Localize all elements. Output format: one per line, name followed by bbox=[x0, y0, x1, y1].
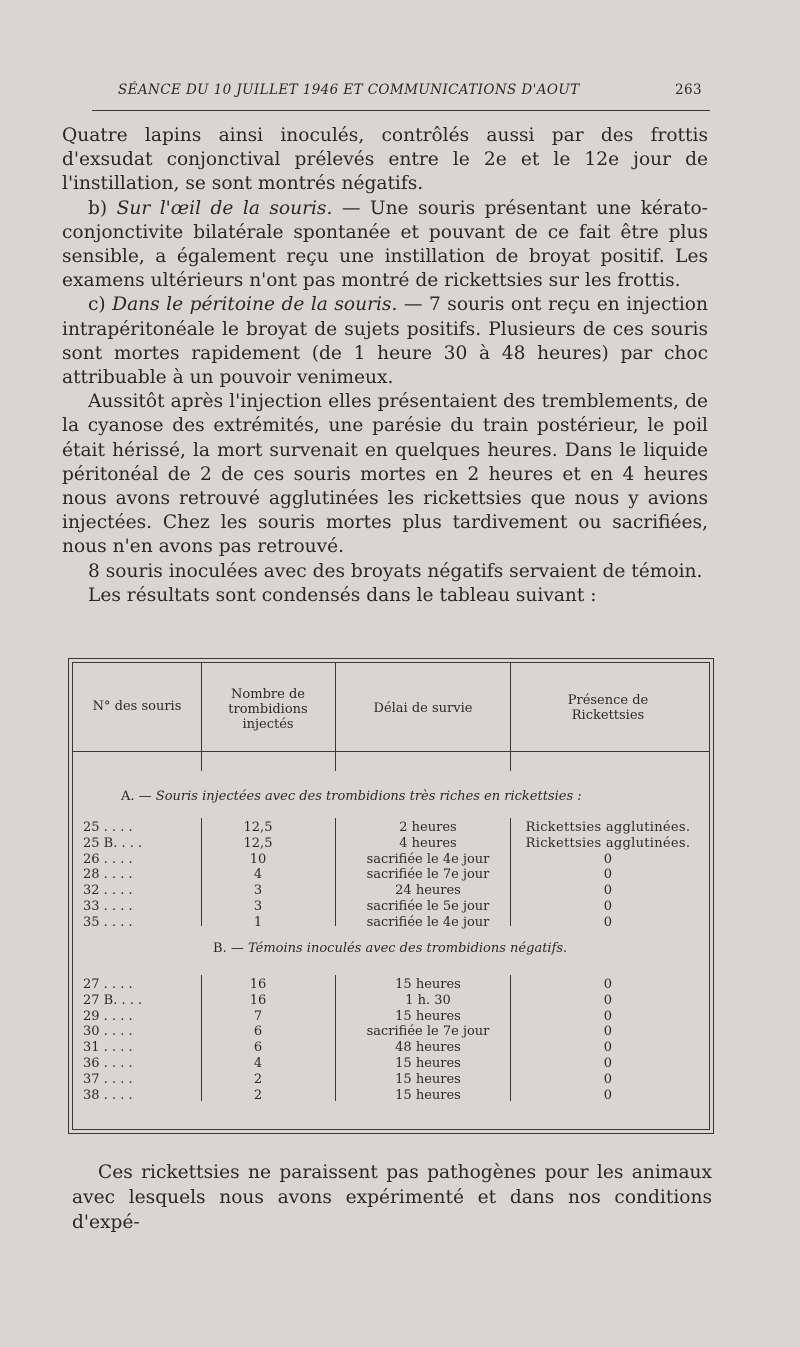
cell-rickettsia-presence: 0 bbox=[603, 1056, 613, 1071]
cell-mouse-id: 31 . . . . bbox=[83, 1040, 133, 1056]
col-divider-2 bbox=[335, 663, 336, 771]
header-rule bbox=[92, 110, 710, 111]
paragraph-controls: 8 souris inoculées avec des broyats négatifs servaient de témoin. bbox=[88, 560, 703, 582]
cell-rickettsia-presence: Rickettsies agglutinées. bbox=[525, 820, 691, 835]
cell-rickettsia-presence: 0 bbox=[603, 1008, 613, 1024]
cell-trombidion-count: 3 bbox=[253, 883, 263, 899]
paragraph-eye-text: Une souris présentant une kérato-conjonctivite bilatérale spontanée et pouvant de ce fait être plus sensible, a également reçu une instillation de broyat positif. Les examens ultérieurs n'ont pas montré de rickettsies sur les frottis. bbox=[62, 197, 708, 292]
cell-rickettsia-presence: 0 bbox=[603, 992, 613, 1008]
cell-rickettsia-presence: 0 bbox=[603, 1024, 613, 1040]
table-row bbox=[73, 868, 709, 882]
table-row bbox=[73, 884, 709, 898]
table-row bbox=[73, 1089, 709, 1103]
cell-rickettsia-presence: 0 bbox=[603, 1087, 613, 1103]
cell-mouse-id: 38 . . . . bbox=[83, 1087, 133, 1103]
table-row bbox=[73, 994, 709, 1008]
cell-trombidion-count: 4 bbox=[253, 1056, 263, 1071]
section-b-title bbox=[213, 941, 567, 956]
cell-survival-delay: sacrifiée le 7e jour bbox=[366, 1024, 490, 1040]
cell-mouse-id: 27 B. . . . bbox=[83, 992, 143, 1008]
running-header bbox=[118, 82, 708, 98]
paragraph-symptoms: Aussitôt après l'injection elles présentaient des tremblements, de la cyanose des extrémités, une parésie du train postérieur, le poil était hérissé, la mort survenait en quelques heures. Dans le liquide péritonéal de 2 de ces souris mortes en 2 heures et en 4 heures nous avons retrouvé agglutinées les rickettsies que nous y avions injectées. Chez les souris mortes plus tardivement ou sacrifiées, nous n'en avons pas retrouvé. bbox=[62, 391, 708, 558]
header-col-count: Nombre de trombidions injectés bbox=[228, 687, 308, 732]
cell-survival-delay: 15 heures bbox=[395, 1071, 461, 1087]
cell-survival-delay: 24 heures bbox=[395, 883, 461, 899]
paragraph-table-intro: Les résultats sont condensés dans le tableau suivant : bbox=[88, 584, 597, 606]
header-col-delay: Délai de survie bbox=[373, 701, 473, 716]
paragraph-peritoneum bbox=[62, 293, 708, 390]
page-number: 263 bbox=[675, 82, 702, 98]
cell-survival-delay: 48 heures bbox=[395, 1040, 461, 1056]
body-text bbox=[62, 124, 708, 608]
closing-text bbox=[72, 1160, 712, 1235]
cell-trombidion-count: 16 bbox=[249, 992, 267, 1008]
cell-trombidion-count: 16 bbox=[249, 977, 267, 992]
cell-rickettsia-presence: 0 bbox=[603, 867, 613, 883]
header-bottom-rule bbox=[73, 751, 709, 752]
cell-survival-delay: 2 heures bbox=[399, 820, 457, 835]
section-a-text: Souris injectées avec des trombidions très riches en rickettsies : bbox=[155, 789, 582, 804]
cell-mouse-id: 29 . . . . bbox=[83, 1008, 133, 1024]
section-b-label: B. — bbox=[213, 941, 244, 956]
cell-trombidion-count: 12,5 bbox=[243, 835, 273, 851]
closing-paragraph: Ces rickettsies ne paraissent pas pathogènes pour les animaux avec lesquels nous avons expérimenté et dans nos conditions d'expé- bbox=[72, 1162, 712, 1233]
table-row bbox=[73, 978, 709, 992]
paragraph-eye bbox=[62, 197, 708, 294]
cell-trombidion-count: 3 bbox=[253, 899, 263, 914]
cell-rickettsia-presence: 0 bbox=[603, 977, 613, 992]
cell-survival-delay: 15 heures bbox=[395, 1087, 461, 1103]
cell-survival-delay: sacrifiée le 7e jour bbox=[366, 867, 490, 883]
cell-mouse-id: 25 B. . . . bbox=[83, 835, 143, 851]
cell-trombidion-count: 10 bbox=[249, 851, 267, 867]
header-col-id: N° des souris bbox=[92, 699, 182, 714]
cell-mouse-id: 37 . . . . bbox=[83, 1071, 133, 1087]
table-row bbox=[73, 1025, 709, 1039]
col-divider-3 bbox=[510, 663, 511, 771]
cell-survival-delay: 15 heures bbox=[395, 977, 461, 992]
table-row bbox=[73, 900, 709, 914]
table-row bbox=[73, 1073, 709, 1087]
table-row bbox=[73, 1057, 709, 1071]
cell-survival-delay: sacrifiée le 5e jour bbox=[366, 899, 490, 914]
cell-trombidion-count: 6 bbox=[253, 1024, 263, 1040]
cell-survival-delay: sacrifiée le 4e jour bbox=[366, 914, 490, 930]
cell-rickettsia-presence: 0 bbox=[603, 914, 613, 930]
subhead-b-title: Sur l'œil de la souris. bbox=[116, 197, 333, 219]
running-title: SÉANCE DU 10 JUILLET 1946 ET COMMUNICATIONS D'AOUT bbox=[118, 82, 580, 98]
cell-trombidion-count: 2 bbox=[253, 1071, 263, 1087]
cell-rickettsia-presence: 0 bbox=[603, 899, 613, 914]
cell-mouse-id: 33 . . . . bbox=[83, 899, 133, 914]
cell-mouse-id: 30 . . . . bbox=[83, 1024, 133, 1040]
table-row bbox=[73, 837, 709, 851]
cell-mouse-id: 27 . . . . bbox=[83, 977, 133, 992]
cell-rickettsia-presence: 0 bbox=[603, 1040, 613, 1056]
subhead-c-dash: — bbox=[403, 294, 423, 316]
cell-mouse-id: 32 . . . . bbox=[83, 883, 133, 899]
subhead-c-title: Dans le péritoine de la souris. bbox=[112, 294, 398, 316]
table-row bbox=[73, 1041, 709, 1055]
cell-survival-delay: 15 heures bbox=[395, 1008, 461, 1024]
cell-trombidion-count: 2 bbox=[253, 1087, 263, 1103]
subhead-c-label: c) bbox=[88, 294, 106, 316]
paragraph-rabbits: Quatre lapins ainsi inoculés, contrôlés aussi par des frottis d'exsudat conjonctival prélevés entre le 2e et le 12e jour de l'instillation, se sont montrés négatifs. bbox=[62, 125, 708, 195]
table-row bbox=[73, 916, 709, 930]
section-a-title bbox=[121, 789, 582, 804]
cell-survival-delay: 4 heures bbox=[399, 835, 457, 851]
cell-trombidion-count: 6 bbox=[253, 1040, 263, 1056]
cell-survival-delay: sacrifiée le 4e jour bbox=[366, 851, 490, 867]
cell-rickettsia-presence: Rickettsies agglutinées. bbox=[525, 835, 691, 851]
cell-rickettsia-presence: 0 bbox=[603, 851, 613, 867]
section-b-text: Témoins inoculés avec des trombidions négatifs. bbox=[247, 941, 568, 956]
cell-trombidion-count: 12,5 bbox=[243, 820, 273, 835]
cell-trombidion-count: 4 bbox=[253, 867, 263, 883]
cell-trombidion-count: 1 bbox=[253, 914, 263, 930]
col-divider-1 bbox=[201, 663, 202, 771]
cell-mouse-id: 36 . . . . bbox=[83, 1056, 133, 1071]
cell-mouse-id: 28 . . . . bbox=[83, 867, 133, 883]
cell-survival-delay: 15 heures bbox=[395, 1056, 461, 1071]
subhead-b-label: b) bbox=[88, 197, 108, 219]
table-row bbox=[73, 821, 709, 835]
cell-rickettsia-presence: 0 bbox=[603, 883, 613, 899]
subhead-b-dash: — bbox=[341, 197, 361, 219]
results-table bbox=[72, 662, 710, 1130]
cell-mouse-id: 26 . . . . bbox=[83, 851, 133, 867]
table-row bbox=[73, 1010, 709, 1024]
section-a-label: A. — bbox=[121, 789, 152, 804]
header-col-presence: Présence de Rickettsies bbox=[567, 693, 649, 723]
cell-survival-delay: 1 h. 30 bbox=[405, 992, 451, 1008]
cell-mouse-id: 25 . . . . bbox=[83, 820, 133, 835]
cell-trombidion-count: 7 bbox=[253, 1008, 263, 1024]
cell-rickettsia-presence: 0 bbox=[603, 1071, 613, 1087]
table-row bbox=[73, 853, 709, 867]
cell-mouse-id: 35 . . . . bbox=[83, 914, 133, 930]
paragraph-peritoneum-text: 7 souris ont reçu en injection intrapéritonéale le broyat de sujets positifs. Plusieurs de ces souris sont mortes rapidement (de 1 heure 30 à 48 heures) par choc attribuable à un pouvoir venimeux. bbox=[62, 294, 708, 389]
